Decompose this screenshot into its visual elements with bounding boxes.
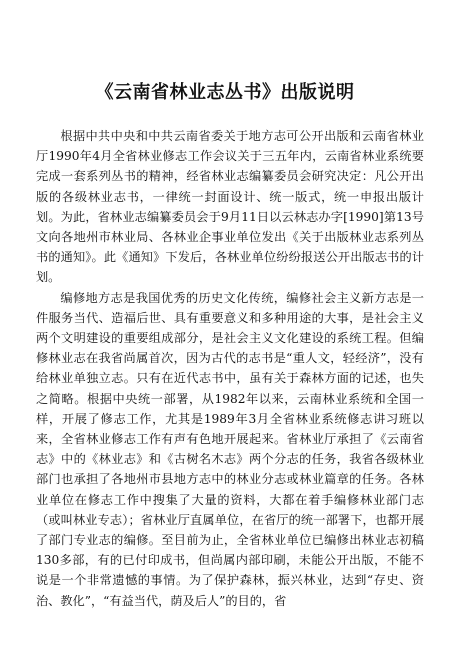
document-title: 《云南省林业志丛书》出版说明 <box>95 82 355 103</box>
document-body <box>36 126 424 611</box>
paragraph-2: 编修地方志是我国优秀的历史文化传统，编修社会主义新方志是一件服务当代、造福后世、具有重要意义和多种用途的大事，是社会主义两个文明建设的重要组成部分，是社会主义文化建设的系统工程。但编修林业志在我省尚属首次，因为古代的志书是“重人文，轻经济”，没有给林业单独立志。只有在近代志书中，虽有关于森林方面的记述，也失之简略。根据中央统一部署，从1982年以来，云南林业系统和全国一样，开展了修志工作，尤其是1989年3月全省林业系统修志讲习班以来，全省林业修志工作有声有色地开展起来。省林业厅承担了《云南省志》中的《林业志》和《古树名木志》两个分志的任务，我省各级林业部门也承担了各地州市县地方志中的林业分志或林业篇章的任务。各林业单位在修志工作中搜集了大量的资料，大都在着手编修林业部门志（或叫林业专志）；省林业厅直属单位，在省厅的统一部署下，也都开展了部门专业志的编修。至目前为止，全省林业单位已编修出林业志初稿130多部，有的已付印成书，但尚属内部印刷，未能公开出版，不能不说是一个非常遗憾的事情。为了保护森林，振兴林业，达到“存史、资治、教化”，“有益当代，荫及后人”的目的，省 <box>36 290 424 608</box>
paragraph-1: 根据中共中央和中共云南省委关于地方志可公开出版和云南省林业厅1990年4月全省林业修志工作会议关于三五年内，云南省林业系统要完成一套系列丛书的精神，经省林业志编纂委员会研究决定：凡公开出版的各级林业志书，一律统一封面设计、统一版式，统一申报出版计划。为此，省林业志编纂委员会于9月11日以云林志办字[1990]第13号文向各地州市林业局、各林业企事业单位发出《关于出版林业志系列丛书的通知》。此《通知》下发后，各林业单位纷纷报送公开出版志书的计划。 <box>36 129 424 285</box>
